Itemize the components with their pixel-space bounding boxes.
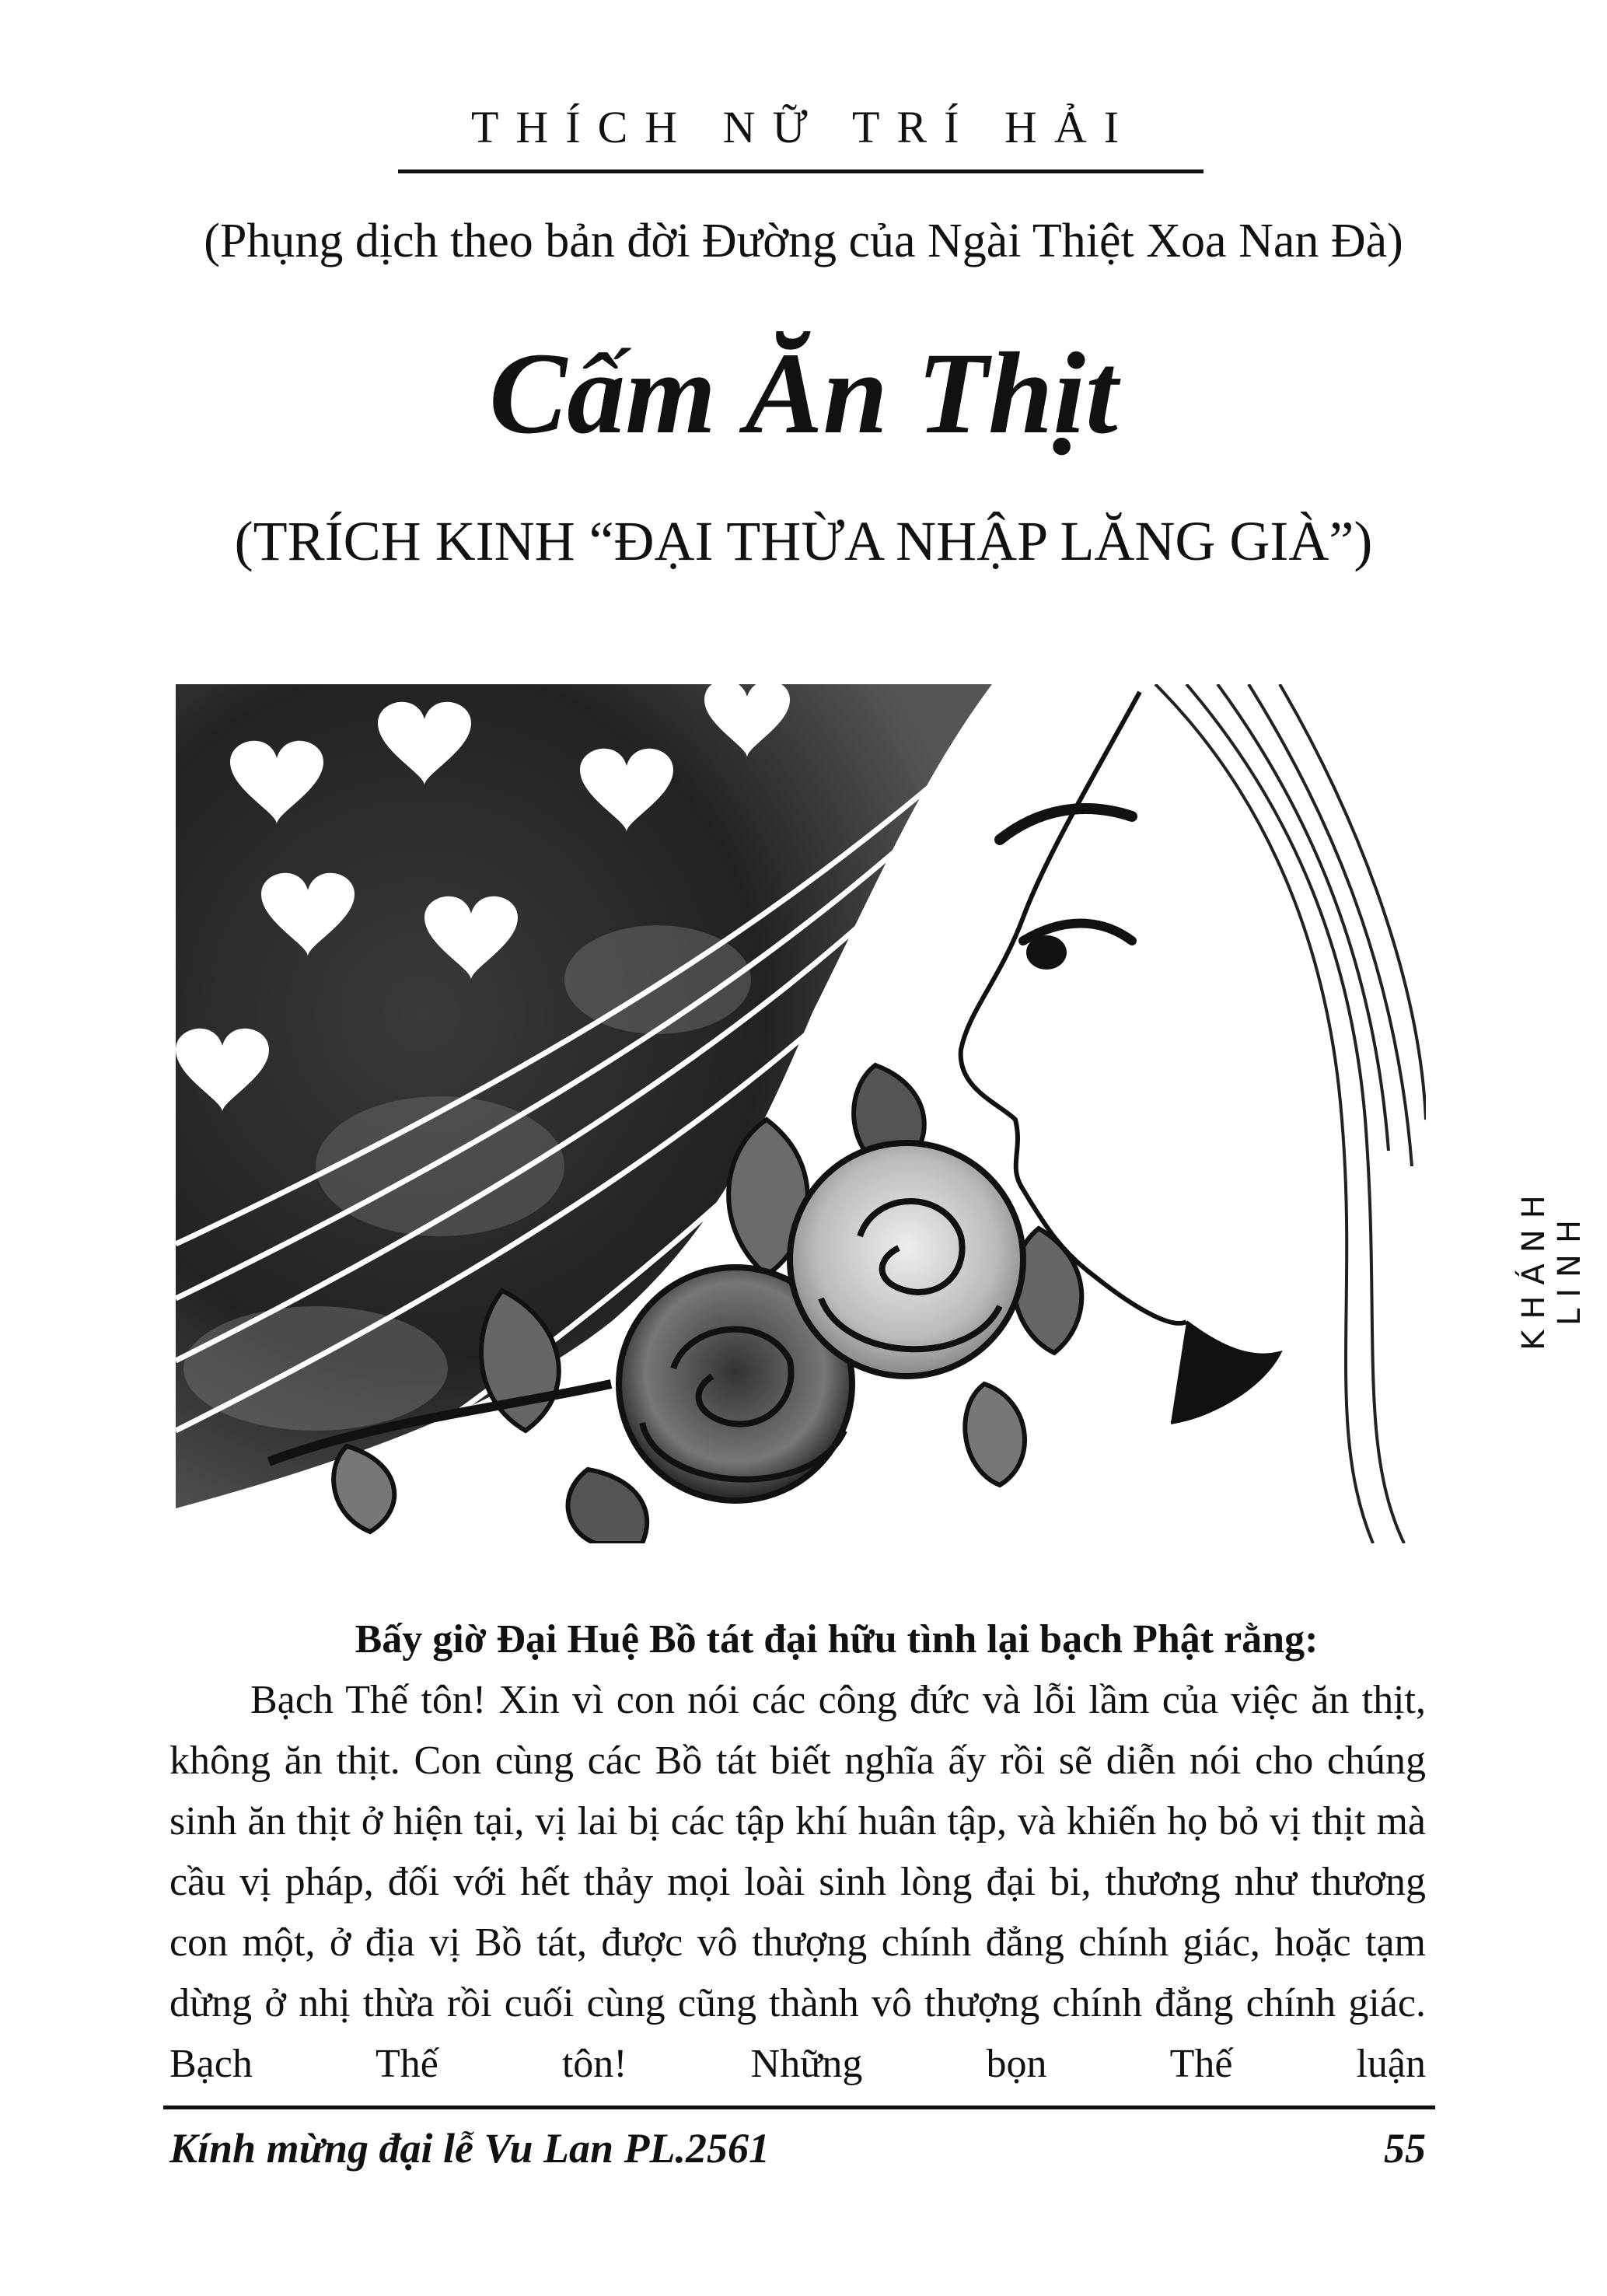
- body-paragraph: Bạch Thế tôn! Xin vì con nói các công đức và lỗi lầm của việc ăn thịt, không ăn thịt. Con cùng các Bồ tát biết nghĩa ấy rồi sẽ diễn nói cho chúng sinh ăn thịt ở hiện tại, vị lai bị các tập khí huân tập, và khiến họ bỏ vị thịt mà cầu vị pháp, đối với hết thảy mọi loài sinh lòng đại bi, thương như thương con một, ở địa vị Bồ tát, được vô thượng chính đẳng chính giác, hoặc tạm dừng ở nhị thừa rồi cuối cùng cũng thành vô thượng chính đẳng chính giác. Bạch Thế tôn! Những bọn Thế luận: [169, 1678, 1426, 2086]
- header-author: THÍCH NỮ TRÍ HẢI: [470, 102, 1137, 152]
- lead-paragraph: Bấy giờ Đại Huệ Bồ tát đại hữu tình lại bạch Phật rằng:: [355, 1617, 1319, 1662]
- page-number: 55: [1384, 2125, 1426, 2172]
- source-citation: (TRÍCH KINH “ĐẠI THỪA NHẬP LĂNG GIÀ”): [234, 510, 1373, 572]
- footer-rule: [163, 2106, 1435, 2109]
- page-title: Cấm Ăn Thịt: [489, 329, 1118, 458]
- subtitle: (Phụng dịch theo bản đời Đường của Ngài Thiệt Xoa Nan Đà): [204, 215, 1403, 267]
- article-body: [169, 1609, 1426, 2095]
- artist-credit: KHÁNH LINH: [1516, 1184, 1588, 1351]
- woman-smelling-roses-illustration: [176, 684, 1426, 1543]
- footer-publication: Kính mừng đại lễ Vu Lan PL.2561: [169, 2125, 770, 2172]
- header-rule: [398, 169, 1204, 173]
